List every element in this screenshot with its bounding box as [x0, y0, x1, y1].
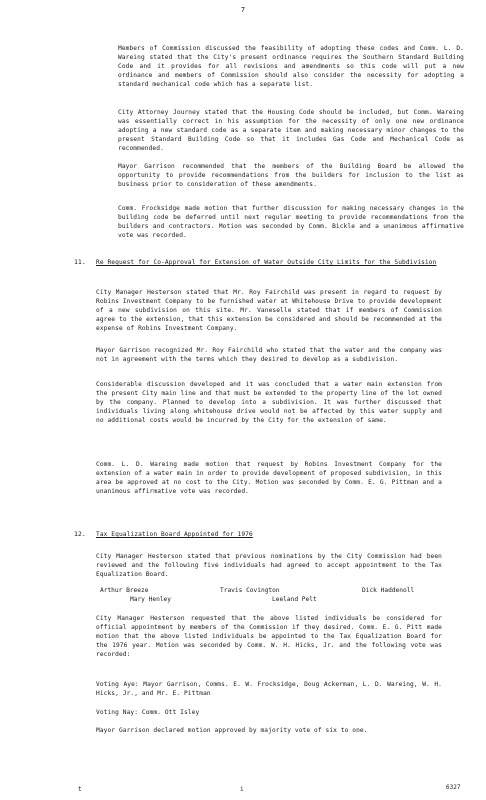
paragraph-mayor-recommendation: Mayor Garrison recommended that the members of the Building Board be allowed the opportunity to provide recommendations from the builders for inclusion to the list as business prior to consideration of these amendments.	[118, 163, 464, 188]
footer-mark-left: t	[78, 786, 82, 793]
appointee-name: Travis Covington	[220, 587, 280, 594]
paragraph-motion-water: Comm. L. D. Wareing made motion that request by Robins Investment Company for the extension of a water main in order to provide development of proposed subdivision, in this area be approved at no cost to the City. Motion was seconded by Comm. E. G. Pittman and a unanimous affirmative vote was recorded.	[96, 461, 442, 495]
appointee-name: Arthur Breeze	[100, 587, 149, 594]
paragraph-appointment-motion: City Manager Hesterson requested that the above listed individuals be considered for official appointment by members of the Commission if they desired. Comm. E. G. Pitt made motion that the above listed individuals be appointed to the Tax Equalization Board for the 1976 year. Motion was seconded by Comm. W. H. Hicks, Jr. and the following vote was recorded:	[96, 615, 442, 658]
paragraph-mayor-recognized: Mayor Garrison recognized Mr. Roy Fairchild who stated that the water and the company was not in agreement with the terms which they desired to develop as a subdivision.	[96, 347, 442, 363]
paragraph-codes-discussion: Members of Commission discussed the feasibility of adopting these codes and Comm. L. D. Wareing stated that the City's present ordinance requires the Southern Standard Building Code and it provides for all revisions and amendments so this code will put a new ordinance and members of Commission should also consider the necessity for adopting a standard mechanical code which has a separate list.	[118, 45, 464, 88]
item-heading: Tax Equalization Board Appointed for 1976	[96, 531, 253, 538]
appointee-name: Dick Haddenoll	[362, 587, 415, 594]
paragraph-declaration: Mayor Garrison declared motion approved by majority vote of six to one.	[96, 727, 368, 734]
item-number: 11.	[74, 258, 86, 266]
item-number: 12.	[74, 530, 86, 538]
paragraph-motion-defer: Comm. Frocksidge made motion that further discussion for making necessary changes in the building code be deferred until next regular meeting to provide recommendations from the builders and contractors. Motion was seconded by Comm. Bickle and a unanimous affirmative vote was recorded.	[118, 205, 464, 239]
appointee-list	[100, 586, 440, 606]
footer-code: 6327	[446, 784, 461, 791]
appointee-name: Leeland Pelt	[272, 596, 317, 603]
voting-nay: Voting Nay: Comm. Ott Isley	[96, 709, 200, 716]
paragraph-city-attorney: City Attorney Journey stated that the Housing Code should be included, but Comm. Wareing was essentially correct in his assumption for the necessity of only one new ordinance adopting a new standard code as a separate item and making necessary minor changes to the present Standard Building Code so that it includes Gas Code and Mechanical Code as recommended.	[118, 109, 464, 152]
voting-aye: Voting Aye: Mayor Garrison, Comms. E. W. Frocksidge, Doug Ackerman, L. D. Wareing, W. H. Hicks, Jr., and Mr. E. Pittman	[96, 681, 442, 697]
page-number: 7	[240, 6, 246, 14]
footer-mark-middle: i	[240, 786, 244, 793]
item-heading: Re Request for Co-Approval for Extension of Water Outside City Limits for the Subdivision	[96, 259, 437, 266]
appointee-name: Mary Henley	[130, 596, 171, 603]
paragraph-discussion: Considerable discussion developed and it was concluded that a water main extension from the present City main line and that must be extended to the property line of the lot owned by the company. Planned to develop into a subdivision. It was further discussed that individuals living along whitehouse drive would not be affected by this water supply and no additional costs would be incurred by the City for the extension of same.	[96, 381, 442, 424]
paragraph-nominations: City Manager Hesterson stated that previous nominations by the City Commission had been reviewed and the following five individuals had agreed to accept appointment to the Tax Equalization Board.	[96, 553, 442, 578]
paragraph-manager-statement: City Manager Hesterson stated that Mr. Roy Fairchild was present in regard to request by Robins Investment Company to be furnished water at Whitehouse Drive to provide development of a new subdivision on this site. Mr. Vaneselle stated that if members of Commission agree to the extension, that this extension be considered and should be recommended at the expense of Robins Investment Company.	[96, 289, 442, 332]
